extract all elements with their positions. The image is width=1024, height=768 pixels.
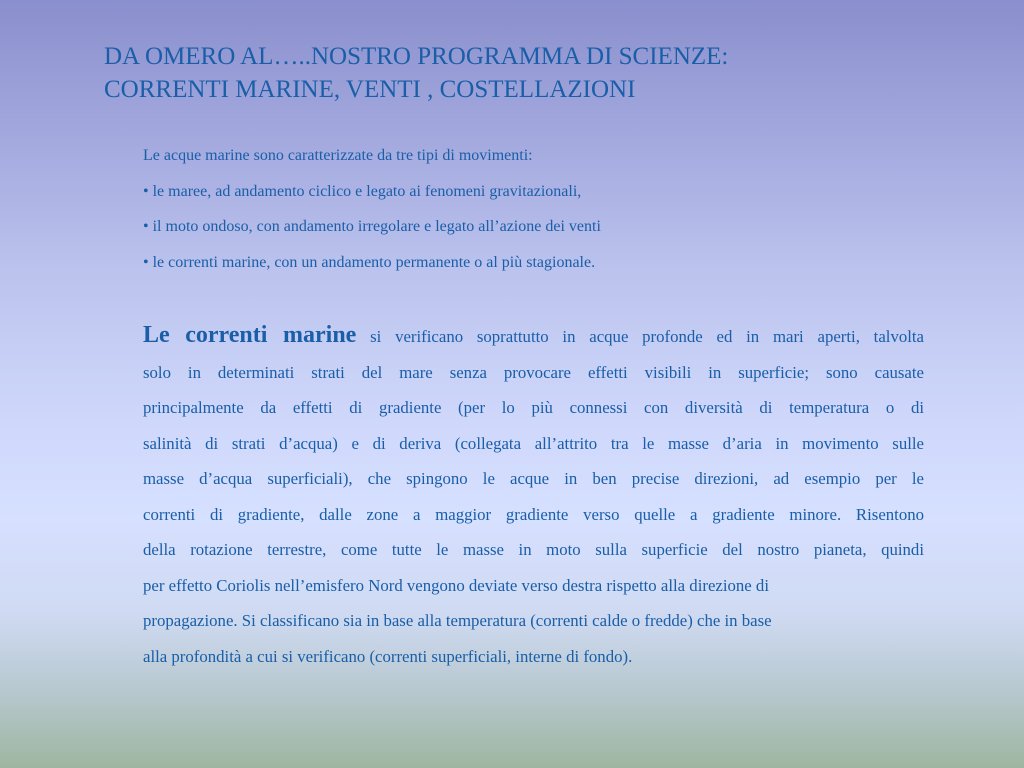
currents-paragraph <box>143 318 924 674</box>
title-line-1: DA OMERO AL…..NOSTRO PROGRAMMA DI SCIENZE: <box>104 43 729 70</box>
paragraph-line <box>143 318 924 355</box>
paragraph-line-4: salinità di strati d’acqua) e di deriva (collegata all’attrito tra le masse d’aria in movimento sulle <box>143 433 924 453</box>
intro-heading: Le acque marine sono caratterizzate da tre tipi di movimenti: <box>143 147 533 164</box>
paragraph-line-8: per effetto Coriolis nell’emisfero Nord vengono deviate verso destra rispetto alla direzione di <box>143 575 769 595</box>
paragraph-line-2: solo in determinati strati del mare senza provocare effetti visibili in superficie; sono causate <box>143 362 924 382</box>
intro-bullet-waves: • il moto ondoso, con andamento irregolare e legato all’azione dei venti <box>143 218 601 235</box>
intro-list <box>143 138 943 280</box>
paragraph-line-3: principalmente da effetti di gradiente (per lo più connessi con diversità di temperatura o di <box>143 398 924 417</box>
intro-bullet-currents: • le correnti marine, con un andamento permanente o al più stagionale. <box>143 253 596 271</box>
title-line-2: CORRENTI MARINE, VENTI , COSTELLAZIONI <box>104 76 636 103</box>
slide-title <box>104 40 984 106</box>
paragraph-line-7: della rotazione terrestre, come tutte le masse in moto sulla superficie del nostro pianeta, quindi <box>143 540 924 559</box>
paragraph-lead: Le correnti marine <box>143 322 357 348</box>
intro-bullet-tides: • le maree, ad andamento ciclico e legato ai fenomeni gravitazionali, <box>143 182 582 200</box>
paragraph-line-10: alla profondità a cui si verificano (correnti superficiali, interne di fondo). <box>143 646 633 666</box>
paragraph-line-5: masse d’acqua superficiali), che spingono le acque in ben precise direzioni, ad esempio per le <box>143 469 924 488</box>
paragraph-line-6: correnti di gradiente, dalle zone a maggior gradiente verso quelle a gradiente minore. Risentono <box>143 504 924 524</box>
paragraph-line-1: si verificano soprattutto in acque profonde ed in mari aperti, talvolta <box>356 327 925 346</box>
paragraph-line-9: propagazione. Si classificano sia in base alla temperatura (correnti calde o fredde) che in base <box>143 611 772 630</box>
